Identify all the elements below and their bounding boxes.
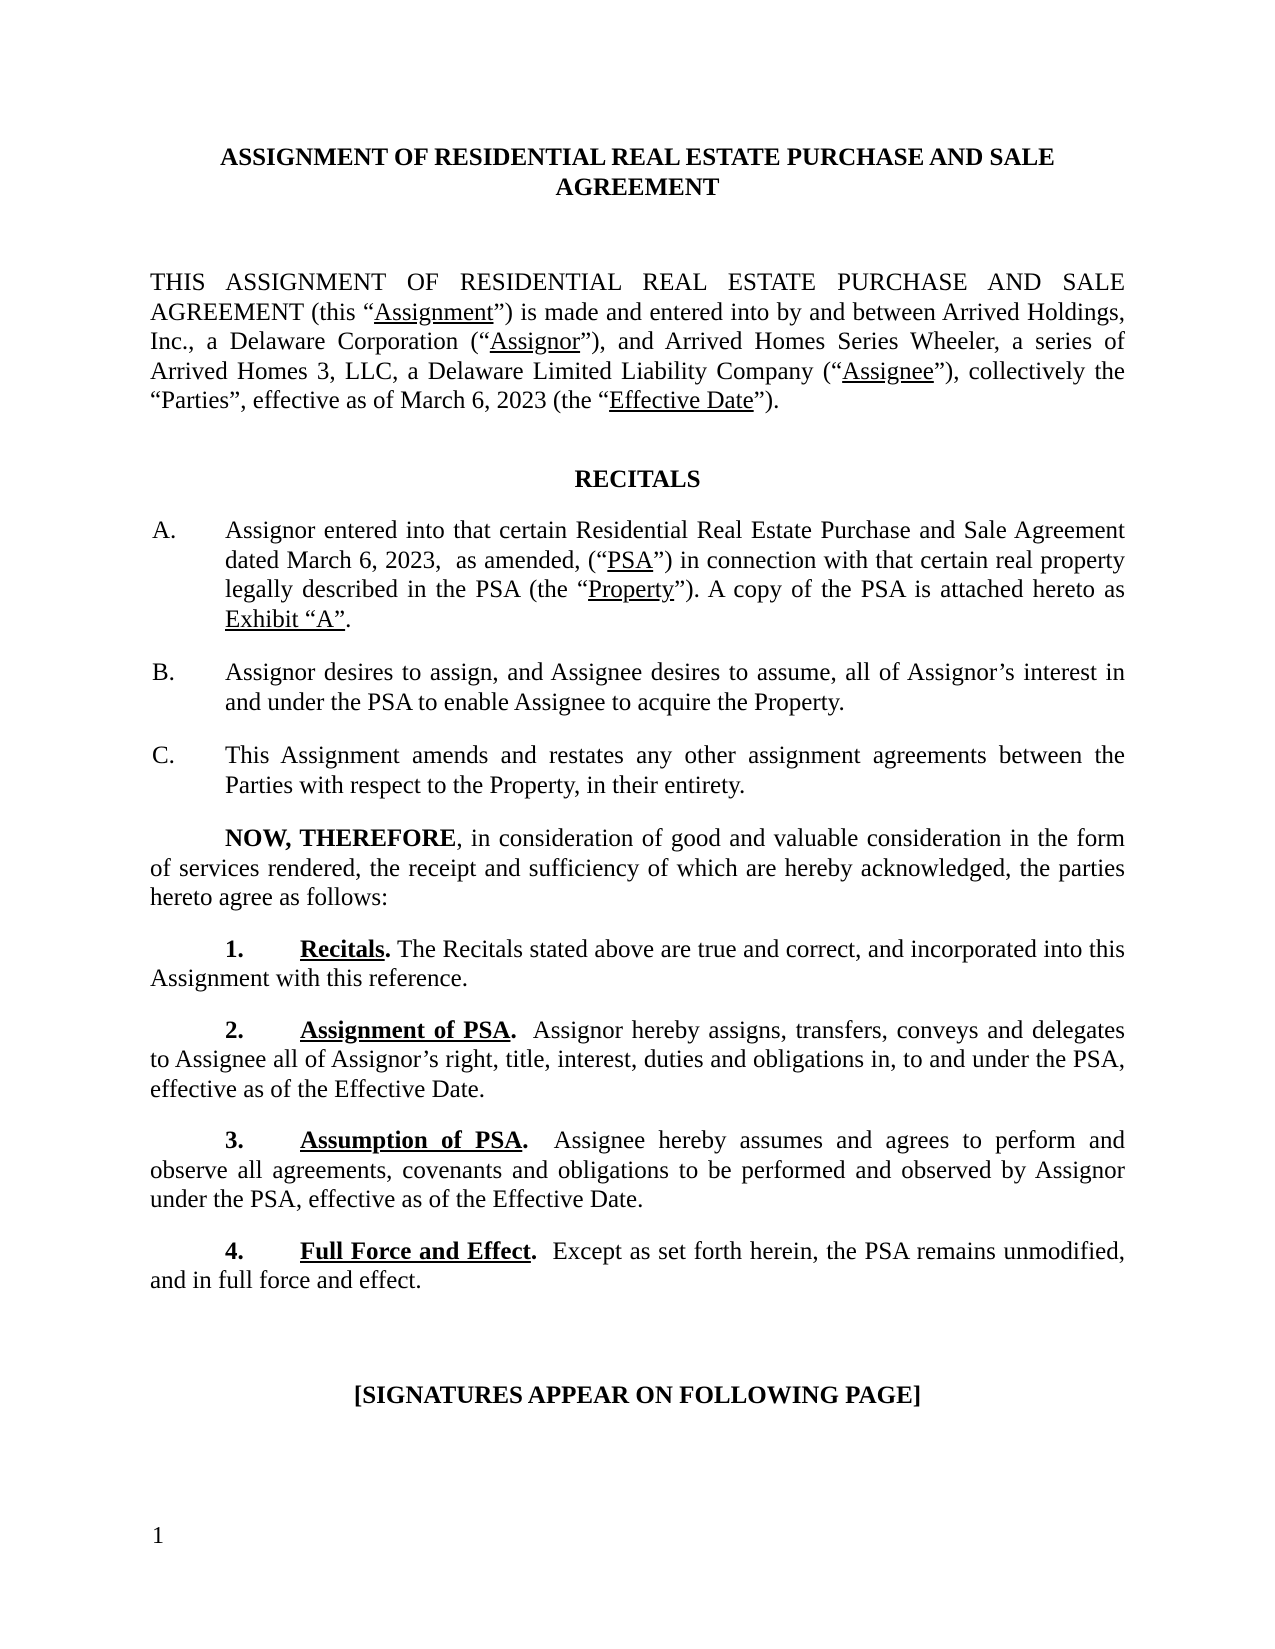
section-1-number: 1. bbox=[225, 935, 244, 963]
term-assignee: Assignee bbox=[842, 357, 934, 385]
section-4-text: Except as set forth herein, the PSA remains unmodified, and in full force and effect. bbox=[150, 1237, 1125, 1294]
section-3-text: Assignee hereby assumes and agrees to perform and observe all agreements, covenants and obligations to be performed and observed by Assignor under the PSA, effective as of the Effective Date. bbox=[150, 1127, 1126, 1213]
term-exhibit-a: Exhibit “A” bbox=[225, 605, 346, 633]
signatures-notice-open-bracket: [ bbox=[353, 1381, 363, 1409]
section-1-separator: . bbox=[384, 935, 391, 963]
section-1-recitals bbox=[150, 935, 1125, 994]
intro-paragraph bbox=[150, 268, 1125, 416]
recital-item-c bbox=[150, 741, 1125, 800]
signatures-notice-text: SIGNATURES APPEAR ON FOLLOWING PAGE bbox=[362, 1381, 913, 1409]
now-therefore-paragraph bbox=[150, 824, 1125, 913]
document-content bbox=[150, 143, 1125, 1410]
recital-a-text: ”) in connection with that certain real property legally described in the PSA (the “ bbox=[225, 546, 1125, 603]
section-2-assignment-of-psa bbox=[150, 1016, 1125, 1105]
recital-label-a: A. bbox=[152, 517, 177, 544]
intro-text: ”), collectively the “Parties”, effective as of March 6, 2023 (the “ bbox=[150, 357, 1125, 414]
recital-a-text: Assignor entered into that certain Residential Real Estate Purchase and Sale Agreement dated March 6, 2023, as amended, (“ bbox=[225, 517, 1125, 574]
section-1-text: The Recitals stated above are true and correct, and incorporated into this Assignment with this reference. bbox=[150, 935, 1125, 992]
intro-text: THIS ASSIGNMENT OF RESIDENTIAL REAL ESTATE PURCHASE AND SALE AGREEMENT (this “ bbox=[150, 269, 1125, 326]
section-2-heading: Assignment of PSA bbox=[300, 1016, 511, 1044]
now-therefore-text: , in consideration of good and valuable consideration in the form of services rendered, the receipt and sufficiency of which are hereby acknowledged, the parties hereto agree as follows: bbox=[150, 825, 1125, 911]
intro-text: ”). bbox=[753, 387, 780, 414]
section-3-separator: . bbox=[522, 1127, 529, 1154]
section-2-text: Assignor hereby assigns, transfers, conveys and delegates to Assignee all of Assignor’s right, title, interest, duties and obligations in, to and under the PSA, effective as of the Effective Date. bbox=[150, 1016, 1125, 1103]
recitals-heading: RECITALS bbox=[574, 465, 701, 493]
term-psa: PSA bbox=[607, 546, 654, 574]
recital-label-c: C. bbox=[152, 742, 175, 769]
term-assignment: Assignment bbox=[374, 298, 494, 326]
section-4-full-force-and-effect bbox=[150, 1237, 1125, 1296]
section-2-number: 2. bbox=[225, 1016, 244, 1044]
signatures-notice-close-bracket: ] bbox=[912, 1381, 922, 1409]
now-therefore-lead: NOW, THEREFORE bbox=[225, 825, 457, 852]
section-2-separator: . bbox=[510, 1016, 517, 1044]
document-title-line-2: AGREEMENT bbox=[555, 173, 720, 201]
recital-c-text: This Assignment amends and restates any other assignment agreements between the Parties with respect to the Property, in their entirety. bbox=[225, 742, 1125, 799]
section-3-number: 3. bbox=[225, 1127, 244, 1154]
section-4-separator: . bbox=[530, 1237, 538, 1265]
section-4-number: 4. bbox=[225, 1237, 244, 1265]
recital-a-text: ”). A copy of the PSA is attached hereto as bbox=[674, 576, 1125, 603]
recital-item-a bbox=[150, 516, 1125, 634]
section-1-heading: Recitals bbox=[300, 935, 385, 963]
recital-item-b bbox=[150, 658, 1125, 717]
recital-a-text: . bbox=[345, 605, 352, 633]
page-number: 1 bbox=[152, 1523, 164, 1549]
intro-text: ”) is made and entered into by and between Arrived Holdings, Inc., a Delaware Corporation (“ bbox=[150, 298, 1125, 355]
term-property: Property bbox=[588, 576, 675, 603]
section-3-heading: Assumption of PSA bbox=[300, 1127, 523, 1154]
recital-label-b: B. bbox=[152, 659, 175, 686]
recital-b-text: Assignor desires to assign, and Assignee desires to assume, all of Assignor’s interest in and under the PSA to enable Assignee to acquire the Property. bbox=[225, 659, 1125, 716]
section-3-assumption-of-psa bbox=[150, 1126, 1125, 1215]
term-effective-date: Effective Date bbox=[609, 387, 754, 414]
section-4-heading: Full Force and Effect bbox=[300, 1237, 531, 1265]
document-title-line-1: ASSIGNMENT OF RESIDENTIAL REAL ESTATE PURCHASE AND SALE bbox=[220, 144, 1055, 171]
document-title bbox=[150, 143, 1125, 202]
signatures-notice bbox=[150, 1381, 1125, 1411]
term-assignor: Assignor bbox=[489, 328, 581, 355]
intro-text: ”), and Arrived Homes Series Wheeler, a series of Arrived Homes 3, LLC, a Delaware Limited Liability Company (“ bbox=[150, 328, 1125, 385]
